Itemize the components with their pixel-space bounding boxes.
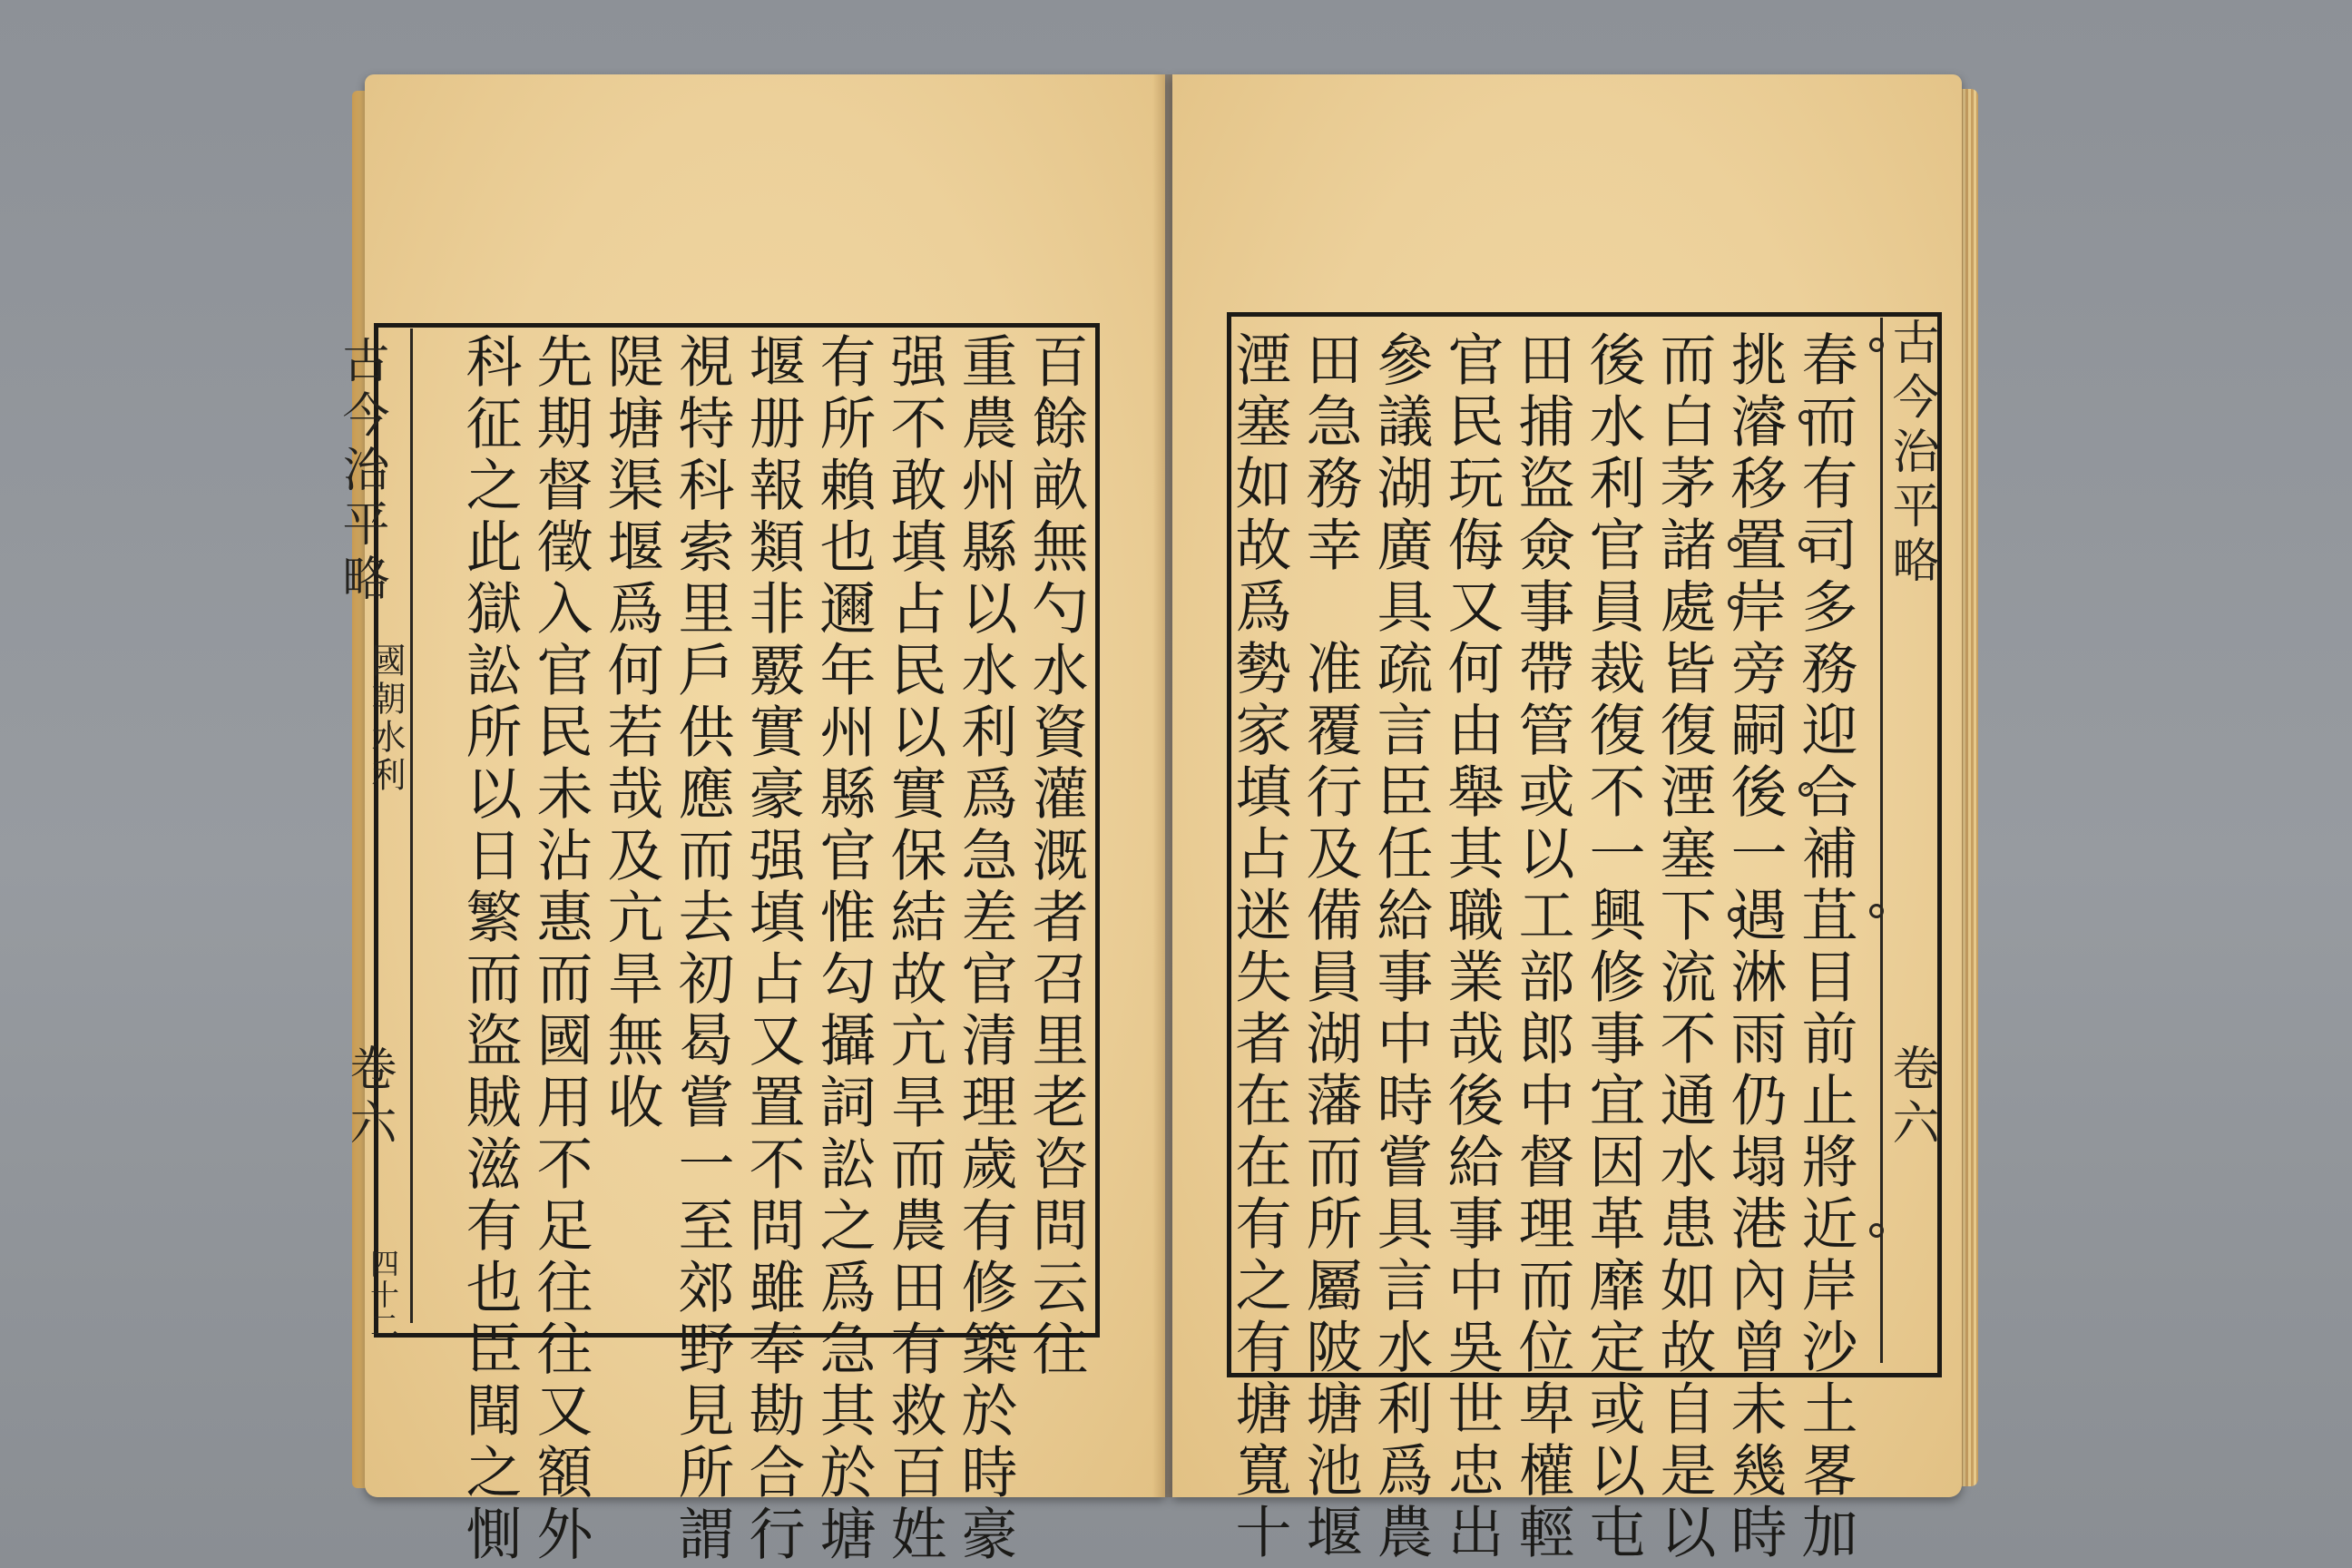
left-column-3: 强不敢填占民以實保結故亢旱而農田有救百姓 xyxy=(881,332,947,1566)
right-column-6: 官民玩侮又何由舉其職業哉後給事中吳世忠出 xyxy=(1438,330,1504,1564)
punctuation-circle xyxy=(1869,1223,1884,1238)
left-column-5: 堰册報類非覈實豪强填占又置不問雖奉勘合行 xyxy=(740,332,806,1566)
left-column-7: 隄塘渠堰爲何若哉及亢旱無收 xyxy=(598,332,664,1134)
punctuation-circle xyxy=(1798,537,1813,552)
right-volume-label: 卷六 xyxy=(1884,1044,1938,1152)
punctuation-circle xyxy=(1869,904,1884,918)
left-volume-label: 卷六 xyxy=(341,1044,396,1152)
right-column-2: 挑濬移置岸旁嗣後一遇淋雨仍塌港內曾未幾時 xyxy=(1721,330,1788,1564)
punctuation-circle xyxy=(1798,410,1813,425)
punctuation-circle xyxy=(1798,782,1813,797)
right-column-4: 後水利官員裁復不一興修事宜因革靡定或以屯 xyxy=(1580,330,1646,1564)
left-column-2: 重農州縣以水利爲急差官清理歲有修築於時豪 xyxy=(952,332,1018,1566)
left-column-8: 先期督徵入官民未沾惠而國用不足往往又額外 xyxy=(527,332,593,1566)
right-column-7: 參議湖廣具疏言臣任給事中時嘗具言水利爲農 xyxy=(1367,330,1434,1564)
punctuation-circle xyxy=(1728,907,1742,922)
right-column-8: 田急務幸 准覆行及備員湖藩而所屬陂塘池堰 xyxy=(1297,330,1363,1564)
right-margin-title: 古今治平略 xyxy=(1884,318,1938,590)
right-margin-rule xyxy=(1880,318,1883,1363)
right-column-5: 田捕盜僉事帶管或以工部郎中督理而位卑權輕 xyxy=(1509,330,1575,1564)
left-margin-rule xyxy=(410,328,413,1323)
right-column-3: 而白茅諸處皆復湮塞下流不通水患如故自是以 xyxy=(1651,330,1717,1564)
left-column-6: 視特科索里戶供應而去初曷嘗一至郊野見所謂 xyxy=(669,332,735,1566)
left-column-9: 科征之此獄訟所以日繁而盜賊滋有也臣聞之惻 xyxy=(456,332,523,1566)
left-column-4: 有所賴也邇年州縣官惟勾攝詞訟之爲急其於塘 xyxy=(810,332,877,1566)
left-margin-title: 古今治平略 xyxy=(334,336,388,608)
left-column-1: 百餘畝無勺水資灌溉者召里老咨問云往 xyxy=(1023,332,1089,1381)
right-column-1: 春而有司多務迎合補苴目前止將近岸沙土畧加 xyxy=(1792,330,1858,1564)
punctuation-circle xyxy=(1869,338,1884,352)
right-column-9: 湮塞如故爲勢家填占迷失者在在有之有塘寬十 xyxy=(1226,330,1292,1564)
punctuation-circle xyxy=(1728,595,1742,610)
left-folio-number: 四十二 xyxy=(366,1249,400,1341)
punctuation-circle xyxy=(1728,537,1742,552)
left-section-label: 國朝水利 xyxy=(366,642,406,795)
